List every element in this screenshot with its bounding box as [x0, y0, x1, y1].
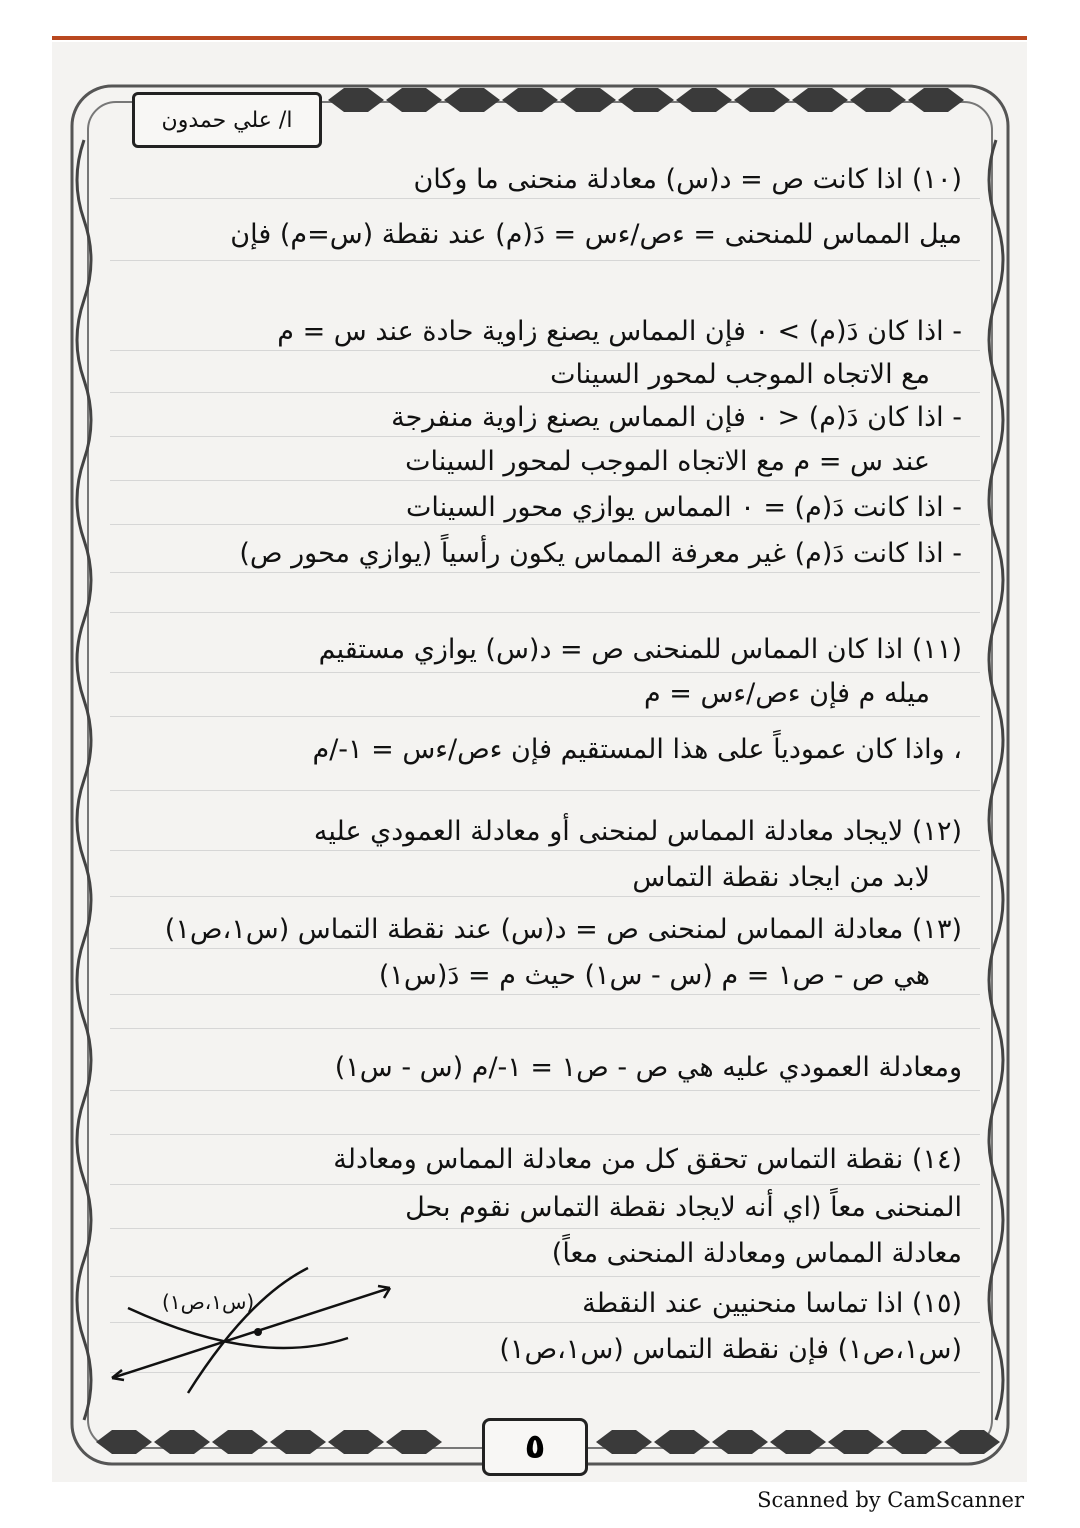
note-line: ومعادلة العمودي عليه هي ص - ص١ = ١-/م (س - س١)	[334, 1052, 962, 1083]
note-line: (١٢) لايجاد معادلة المماس لمنحنى أو معادلة العمودي عليه	[313, 816, 962, 847]
ruled-line	[110, 612, 980, 613]
note-line: - اذا كان دَ(م) < ٠ فإن المماس يصنع زاوية منفرجة	[391, 402, 962, 433]
ruled-line	[110, 1184, 980, 1185]
author-name: ا/ علي حمدون	[161, 107, 293, 133]
ruled-line	[110, 1134, 980, 1135]
curve-1	[128, 1308, 348, 1348]
note-line: - اذا كانت دَ(م) = ٠ المماس يوازي محور السينات	[406, 492, 962, 523]
note-line: معادلة المماس ومعادلة المنحنى معاً)	[551, 1238, 962, 1269]
curve-2	[188, 1268, 308, 1393]
note-line: مع الاتجاه الموجب لمحور السينات	[550, 359, 930, 390]
ruled-line	[110, 260, 980, 261]
note-line: (١٣) معادلة المماس لمنحنى ص = د(س) عند نقطة التماس (س١،ص١)	[164, 914, 962, 945]
page-number	[482, 1418, 588, 1476]
ruled-line	[110, 1028, 980, 1029]
ruled-line	[110, 1090, 980, 1091]
note-line: ميله م فإن ءص/ءس = م	[643, 678, 930, 709]
note-line: - اذا كانت دَ(م) غير معرفة المماس يكون رأسياً (يوازي محور ص)	[239, 538, 962, 569]
ruled-line	[110, 716, 980, 717]
note-line: عند س = م مع الاتجاه الموجب لمحور السينات	[405, 446, 930, 477]
note-line: لابد من ايجاد نقطة التماس	[632, 862, 930, 893]
note-line: المنحنى معاً (اي أنه لايجاد نقطة التماس نقوم بحل	[405, 1192, 962, 1223]
note-line: (١٤) نقطة التماس تحقق كل من معادلة المماس ومعادلة	[333, 1144, 962, 1175]
ruled-line	[110, 1228, 980, 1229]
tangency-point	[254, 1328, 262, 1336]
note-line: هي ص - ص١ = م (س - س١) حيث م = دَ(س١)	[378, 960, 930, 991]
tangency-point-label: (س١،ص١)	[162, 1290, 255, 1314]
page-number-text: ٥	[524, 1427, 546, 1467]
note-line: (١٥) اذا تماسا منحنيين عند النقطة	[582, 1288, 962, 1319]
note-line: (١٠) اذا كانت ص = د(س) معادلة منحنى ما وكان	[413, 164, 962, 195]
scanner-watermark: Scanned by CamScanner	[757, 1488, 1024, 1512]
top-edge-rule	[52, 36, 1027, 40]
note-line: - اذا كان دَ(م) > ٠ فإن المماس يصنع زاوية حادة عند س = م	[277, 316, 962, 347]
author-name-box	[132, 92, 322, 148]
note-line: ميل المماس للمنحنى = ءص/ءس = دَ(م) عند نقطة (س=م) فإن	[230, 219, 962, 250]
ruled-line	[110, 672, 980, 673]
note-line: (١١) اذا كان المماس للمنحنى ص = د(س) يوازي مستقيم	[318, 634, 962, 665]
ruled-line	[110, 790, 980, 791]
tangent-curves-sketch	[108, 1258, 408, 1402]
note-line: (س١،ص١) فإن نقطة التماس (س١،ص١)	[499, 1334, 962, 1365]
note-line: ، واذا كان عمودياً على هذا المستقيم فإن ءص/ءس = ١-/م	[312, 734, 962, 765]
